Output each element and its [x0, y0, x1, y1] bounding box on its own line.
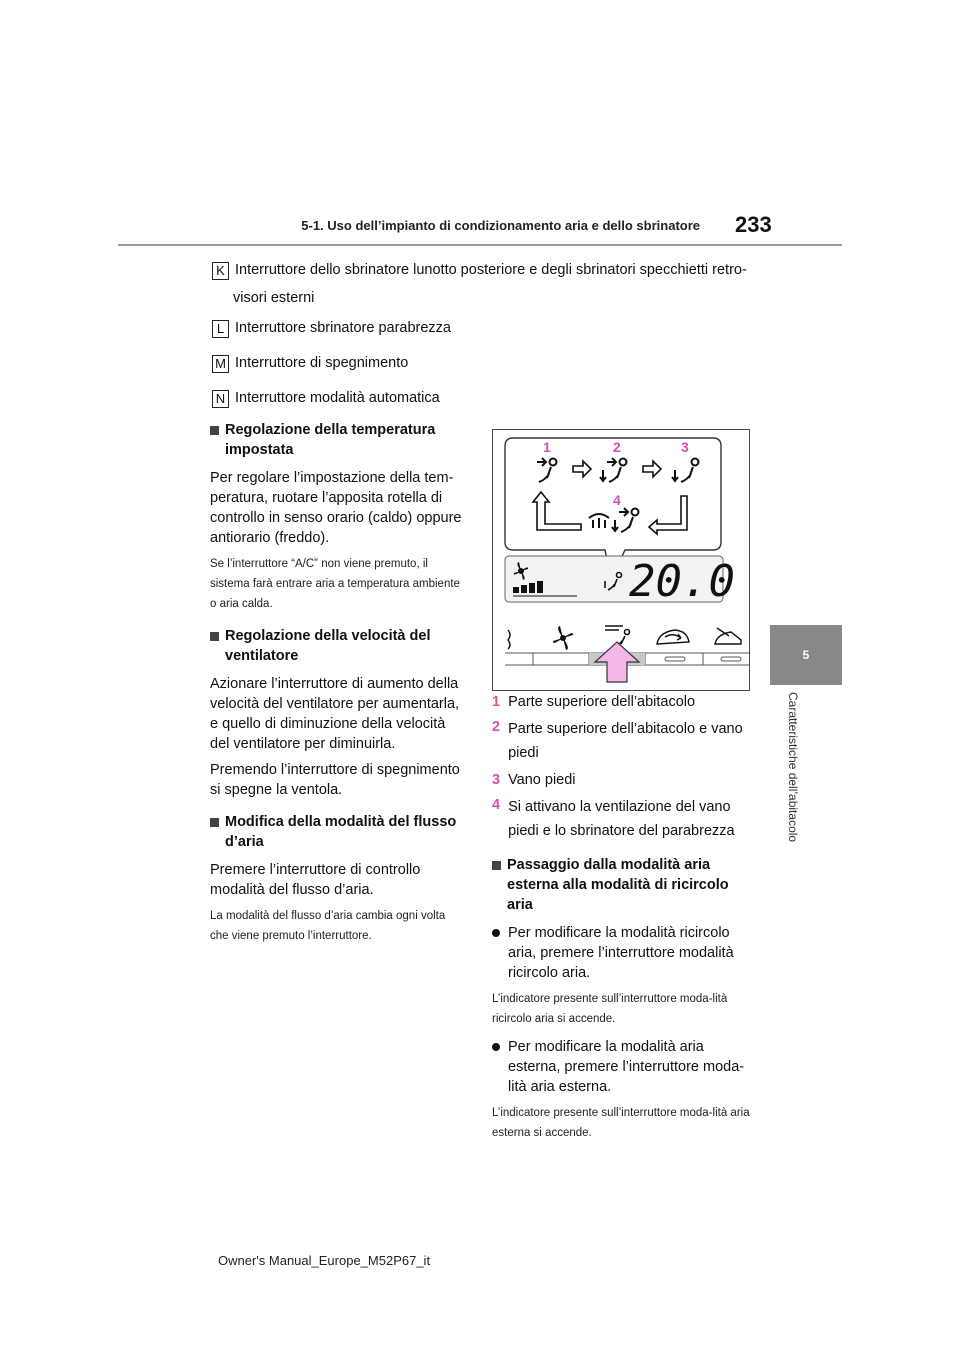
key-text: Interruttore dello sbrinatore lunotto posteriore e degli sbrinatori specchietti retro- — [235, 262, 747, 278]
airflow-figure — [492, 429, 750, 691]
right-column — [492, 692, 752, 1143]
note: L’indicatore presente sull’interruttore moda-lità ricircolo aria si accende. — [492, 993, 728, 1025]
note: Se l’interruttore “A/C” non viene premuto, il sistema farà entrare aria a temperatura ambiente o aria calda. — [210, 558, 460, 610]
key-item-k — [212, 262, 747, 280]
key-text: Interruttore sbrinatore parabrezza — [235, 320, 451, 336]
section-header: 5-1. Uso dell’impianto di condizionamento aria e dello sbrinatore — [301, 218, 700, 233]
list-item: 1 Parte superiore dell’abitacolo — [492, 694, 696, 710]
note: La modalità del flusso d’aria cambia ogni volta che viene premuto l’interruttore. — [210, 910, 446, 942]
press-arrow-icon — [595, 642, 639, 682]
airflow-illustration — [493, 430, 749, 690]
list-item: Per modificare la modalità aria esterna, premere l’interruttore moda-lità aria esterna. — [492, 1037, 752, 1097]
footer-text: Owner's Manual_Europe_M52P67_it — [218, 1253, 431, 1268]
list-item: 4 Si attivano la ventilazione del vano piedi e lo sbrinatore del parabrezza — [492, 797, 735, 839]
page-number: 233 — [735, 212, 772, 237]
key-letter: N — [212, 390, 229, 408]
note: L’indicatore presente sull’interruttore moda-lità aria esterna si accende. — [492, 1107, 750, 1139]
list-item: 2 Parte superiore dell’abitacolo e vano piedi — [492, 719, 743, 761]
chapter-tab: 5 — [770, 625, 842, 685]
list-item: Per modificare la modalità ricircolo aria, premere l’interruttore modalità ricircolo aria. — [492, 923, 752, 983]
paragraph: Per regolare l’impostazione della tem-peratura, ruotare l’apposita rotella di controllo in senso orario (caldo) oppure antiorario (freddo). — [210, 470, 462, 546]
section-heading: Modifica della modalità del flusso d’aria — [210, 812, 465, 852]
section-heading: Passaggio dalla modalità aria esterna alla modalità di ricircolo aria — [492, 855, 752, 915]
mode-number-2: 2 — [613, 439, 621, 455]
key-text: Interruttore modalità automatica — [235, 390, 440, 406]
paragraph: Premere l’interruttore di controllo modalità del flusso d’aria. — [210, 862, 421, 898]
bullet-dot-icon — [492, 1043, 500, 1051]
paragraph: Azionare l’interruttore di aumento della velocità del ventilatore per aumentarla, e quello di diminuzione della velocità del ventilatore per diminuirla. — [210, 676, 460, 752]
key-text-continued: visori esterni — [233, 290, 315, 306]
mode-number-3: 3 — [681, 439, 689, 455]
mode-number-1: 1 — [543, 439, 551, 455]
key-item-n — [212, 390, 440, 408]
square-bullet-icon — [210, 818, 219, 827]
outside-air-icon — [715, 628, 741, 644]
header-divider — [118, 244, 842, 246]
section-heading: Regolazione della temperatura impostata — [210, 420, 465, 460]
list-item: 3 Vano piedi — [492, 772, 576, 788]
left-column — [210, 420, 465, 946]
bullet-dot-icon — [492, 929, 500, 937]
fan-button-icon — [553, 626, 573, 650]
square-bullet-icon — [210, 426, 219, 435]
square-bullet-icon — [492, 861, 501, 870]
recirculation-icon — [657, 630, 689, 644]
paragraph: Premendo l’interruttore di spegnimento si spegne la ventola. — [210, 762, 460, 798]
square-bullet-icon — [210, 632, 219, 641]
partial-icon — [508, 630, 510, 649]
temperature-display: 20.0 — [629, 556, 735, 607]
key-letter: K — [212, 262, 229, 280]
chapter-label: Caratteristiche dell’abitacolo — [786, 692, 800, 843]
key-letter: M — [212, 355, 229, 373]
mode-number-4: 4 — [613, 492, 621, 508]
key-item-m — [212, 355, 408, 373]
key-item-l — [212, 320, 451, 338]
section-heading: Regolazione della velocità del ventilatore — [210, 626, 465, 666]
key-text: Interruttore di spegnimento — [235, 355, 409, 371]
key-letter: L — [212, 320, 229, 338]
